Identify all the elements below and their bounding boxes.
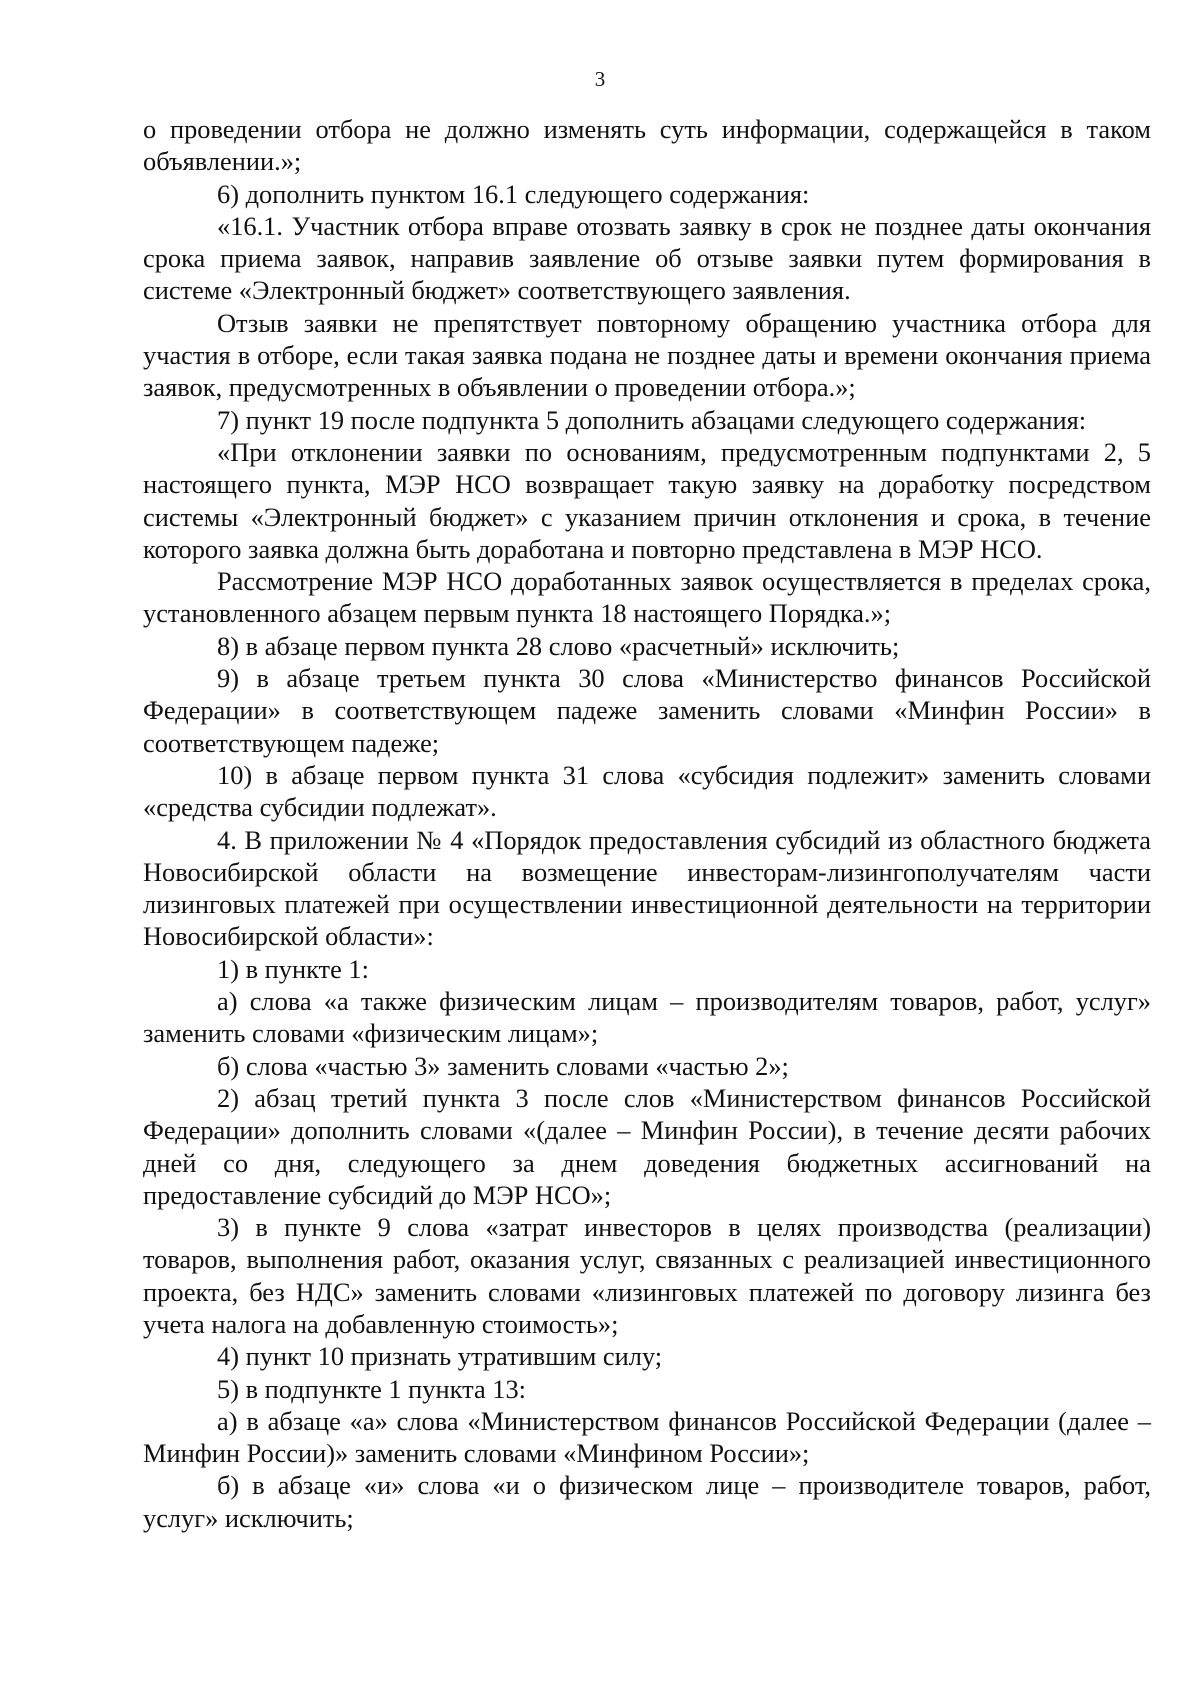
paragraph: о проведении отбора не должно изменять суть информации, содержащейся в таком объявлении.»;	[143, 114, 1151, 177]
paragraph: «16.1. Участник отбора вправе отозвать заявку в срок не позднее даты окончания срока приема заявок, направив заявление об отзыве заявки путем формирования в системе «Электронный бюджет» соответствующего заявления.	[143, 210, 1151, 306]
paragraph: 3) в пункте 9 слова «затрат инвесторов в целях производства (реализации) товаров, выполнения работ, оказания услуг, связанных с реализацией инвестиционного проекта, без НДС» заменить словами «лизинговых платежей по договору лизинга без учета налога на добавленную стоимость»;	[143, 1212, 1151, 1339]
paragraph: б) слова «частью 3» заменить словами «частью 2»;	[217, 1050, 789, 1081]
paragraph: 6) дополнить пунктом 16.1 следующего содержания:	[217, 178, 810, 209]
paragraph: 9) в абзаце третьем пункта 30 слова «Министерство финансов Российской Федерации» в соответствующем падеже заменить словами «Минфин России» в соответствующем падеже;	[143, 663, 1151, 758]
paragraph: а) в абзаце «а» слова «Министерством финансов Российской Федерации (далее – Минфин России)» заменить словами «Минфином России»;	[143, 1405, 1151, 1469]
paragraph: 8) в абзаце первом пункта 28 слово «расчетный» исключить;	[217, 630, 900, 661]
paragraph: 1) в пункте 1:	[217, 953, 369, 984]
document-body	[143, 113, 1151, 1534]
paragraph: 7) пункт 19 после подпункта 5 дополнить абзацами следующего содержания:	[217, 404, 1087, 435]
paragraph: 4. В приложении № 4 «Порядок предоставления субсидий из областного бюджета Новосибирской области на возмещение инвесторам-лизингополучателям части лизинговых платежей при осуществлении инвестиционной деятельности на территории Новосибирской области»:	[143, 824, 1151, 952]
paragraph: 4) пункт 10 признать утратившим силу;	[217, 1341, 663, 1372]
paragraph: б) в абзаце «и» слова «и о физическом лице – производителе товаров, работ, услуг» исключить;	[143, 1470, 1151, 1533]
paragraph: 2) абзац третий пункта 3 после слов «Министерством финансов Российской Федерации» дополнить словами «(далее – Минфин России), в течение десяти рабочих дней со дня, следующего за днем доведения бюджетных ассигнований на предоставление субсидий до МЭР НСО»;	[143, 1082, 1151, 1210]
paragraph: 5) в подпункте 1 пункта 13:	[217, 1373, 526, 1404]
paragraph: Рассмотрение МЭР НСО доработанных заявок осуществляется в пределах срока, установленного абзацем первым пункта 18 настоящего Порядка.»;	[143, 566, 1151, 629]
paragraph: Отзыв заявки не препятствует повторному обращению участника отбора для участия в отборе, если такая заявка подана не позднее даты и времени окончания приема заявок, предусмотренных в объявлении о проведении отбора.»;	[143, 307, 1151, 403]
page-number: 3	[594, 67, 606, 91]
paragraph: а) слова «а также физическим лицам – производителям товаров, работ, услуг» заменить словами «физическим лицам»;	[143, 986, 1151, 1049]
paragraph: «При отклонении заявки по основаниям, предусмотренным подпунктами 2, 5 настоящего пункта, МЭР НСО возвращает такую заявку на доработку посредством системы «Электронный бюджет» с указанием причин отклонения и срока, в течение которого заявка должна быть доработана и повторно представлена в МЭР НСО.	[143, 436, 1151, 564]
paragraph: 10) в абзаце первом пункта 31 слова «субсидия подлежит» заменить словами «средства субсидии подлежат».	[143, 759, 1151, 823]
